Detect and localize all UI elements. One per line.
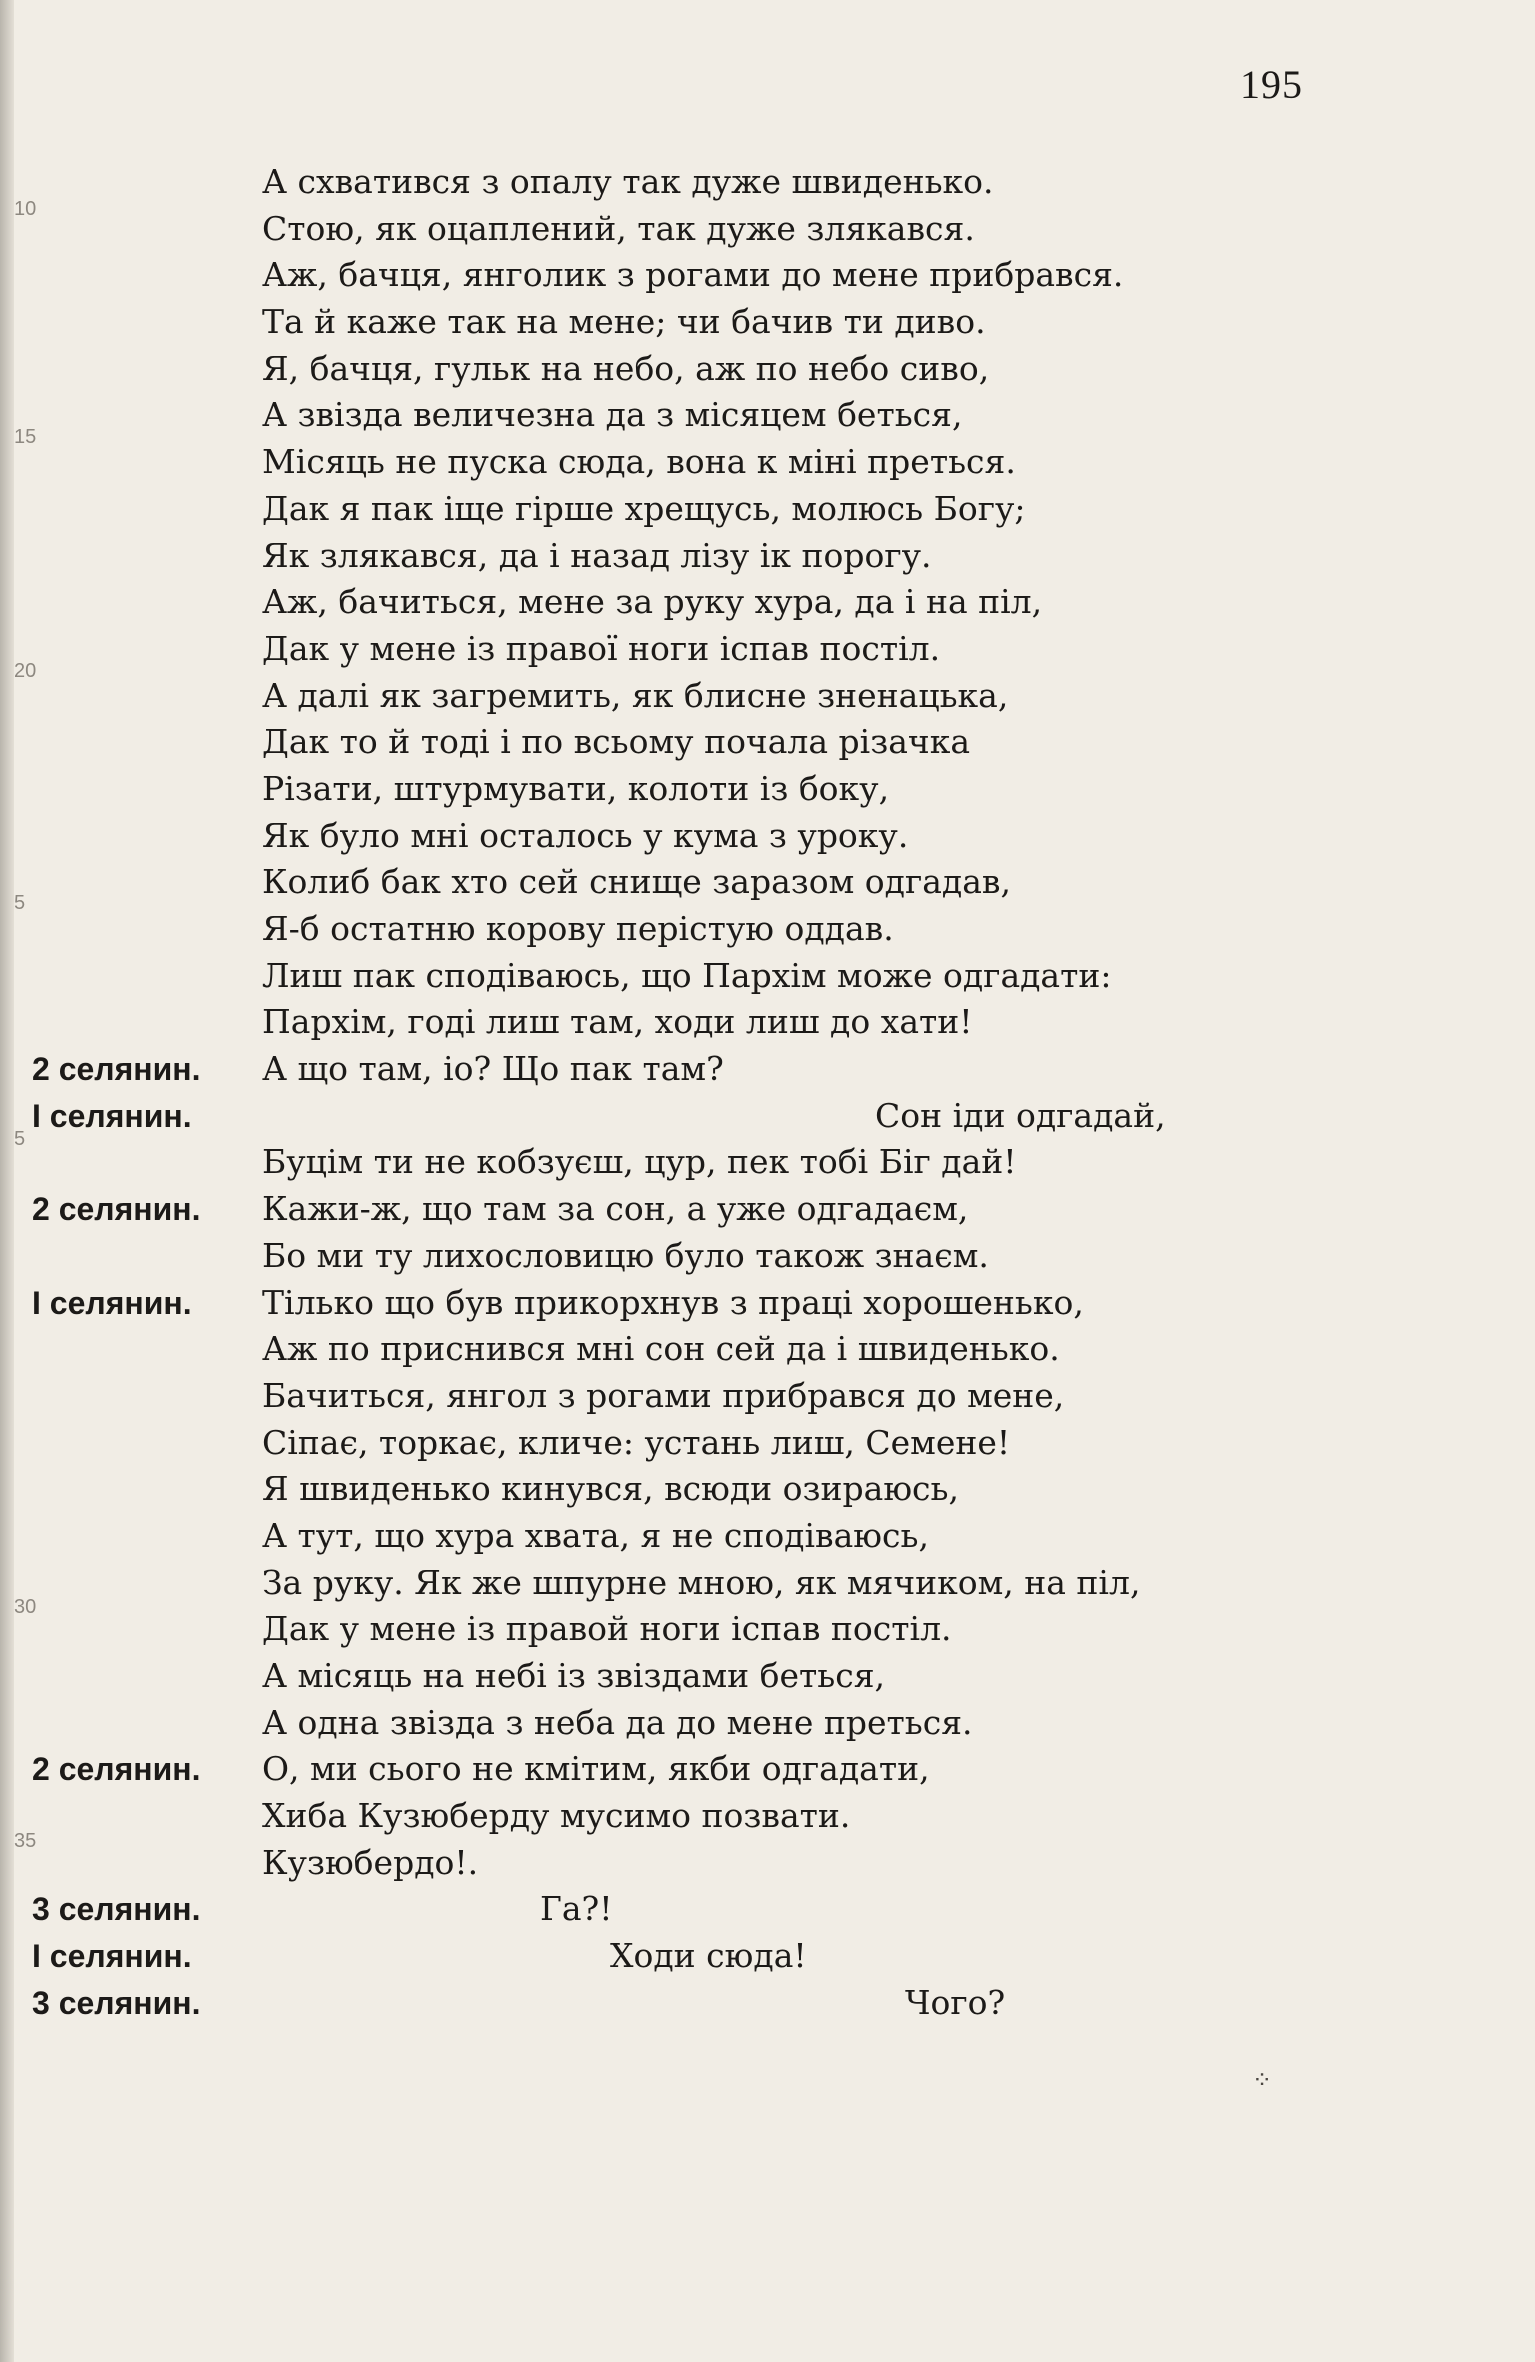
verse-text: Місяць не пуска сюда, вона к міні преться. xyxy=(262,442,1016,482)
verse-text: Як було мні осталось у кума з уроку. xyxy=(262,815,909,855)
margin-number: 30 xyxy=(14,1596,37,1618)
dialogue-line xyxy=(0,627,1335,674)
dialogue-line xyxy=(0,1000,1335,1047)
verse-text: Колиб бак хто сей снище заразом одгадав, xyxy=(262,862,1011,902)
verse-text: А далі як загремить, як блисне зненацька, xyxy=(262,675,1009,715)
dialogue-line xyxy=(0,1281,1335,1328)
speaker-label: I селянин. xyxy=(32,1284,192,1321)
margin-number: 5 xyxy=(14,892,26,914)
dialogue-line xyxy=(0,487,1335,534)
margin-number: 20 xyxy=(14,660,37,682)
dialogue-line xyxy=(0,1981,1335,2028)
verse-text: Буцім ти не кобзуєш, цур, пек тобі Біг дай! xyxy=(262,1142,1017,1182)
verse-text: Як злякався, да і назад лізу ік порогу. xyxy=(262,535,932,575)
dialogue-line xyxy=(0,674,1335,721)
dialogue-line xyxy=(0,253,1335,300)
dialogue-line xyxy=(0,1747,1335,1794)
verse-text: Чого? xyxy=(905,1982,1006,2022)
speaker-label: 2 селянин. xyxy=(32,1751,201,1788)
verse-text: А одна звізда з неба да до мене преться. xyxy=(262,1702,973,1742)
dialogue-line xyxy=(0,1514,1335,1561)
verse-text: Лиш пак сподіваюсь, що Пархім може одгадати: xyxy=(262,955,1112,995)
verse-text: Хиба Кузюберду мусимо позвати. xyxy=(262,1796,851,1836)
speaker-label: 2 селянин. xyxy=(32,1191,201,1228)
dialogue-line xyxy=(0,1887,1335,1934)
dialogue-line xyxy=(0,1327,1335,1374)
speaker-label: I селянин. xyxy=(32,1097,192,1134)
verse-text: А що там, іо? Що пак там? xyxy=(262,1049,724,1089)
verse-text: Дак у мене із правої ноги іспав постіл. xyxy=(262,628,941,668)
speaker-label: 3 селянин. xyxy=(32,1984,201,2021)
verse-text: Я, бачця, гульк на небо, аж по небо сиво, xyxy=(262,348,990,388)
margin-number: 15 xyxy=(14,426,37,448)
dialogue-line xyxy=(0,1701,1335,1748)
dialogue-line xyxy=(0,1187,1335,1234)
dialogue-line xyxy=(0,534,1335,581)
verse-text: А місяць на небі із звіздами беться, xyxy=(262,1656,886,1695)
page-number: 195 xyxy=(1240,62,1303,107)
verse-text: Я-б остатню корову перістую оддав. xyxy=(262,909,894,948)
dialogue-line xyxy=(0,1047,1335,1094)
verse-text: Сіпає, торкає, кличе: устань лиш, Семене! xyxy=(262,1422,1011,1462)
dialogue-line xyxy=(0,720,1335,767)
verse-text: Тілько що був прикорхнув з праці хорошенько, xyxy=(262,1282,1084,1322)
dialogue-line xyxy=(0,300,1335,347)
dialogue-line xyxy=(0,1654,1335,1701)
dialogue-line xyxy=(0,1374,1335,1421)
dialogue-line xyxy=(0,1841,1335,1888)
speaker-label: I селянин. xyxy=(32,1938,192,1975)
verse-text: За руку. Як же шпурне мною, як мячиком, на піл, xyxy=(262,1562,1141,1602)
verse-text: О, ми сього не кмітим, якби одгадати, xyxy=(262,1749,930,1789)
dialogue-line xyxy=(0,1094,1335,1141)
verse-text: Га?! xyxy=(540,1889,613,1929)
verse-text: Кузюбердо!. xyxy=(262,1842,479,1882)
verse-text: Дак я пак іще гірше хрещусь, молюсь Богу; xyxy=(262,488,1026,528)
dialogue-line xyxy=(0,954,1335,1001)
speaker-label: 2 селянин. xyxy=(32,1051,201,1088)
verse-text: Дак у мене із правой ноги іспав постіл. xyxy=(262,1609,952,1649)
dialogue-line xyxy=(0,580,1335,627)
dialogue-line xyxy=(0,1561,1335,1608)
dialogue-line xyxy=(0,393,1335,440)
dialogue-line xyxy=(0,814,1335,861)
verse-text: Бачиться, янгол з рогами прибрався до мене, xyxy=(262,1375,1065,1415)
verse-text: А звізда величезна да з місяцем беться, xyxy=(262,395,963,435)
dialogue-line xyxy=(0,907,1335,954)
speaker-label: 3 селянин. xyxy=(32,1891,201,1928)
dialogue-line xyxy=(0,1794,1335,1841)
verse-text: Аж по приснився мні сон сей да і швиденько. xyxy=(262,1329,1060,1369)
dialogue-line xyxy=(0,440,1335,487)
verse-text: Пархім, годі лиш там, ходи лиш до хати! xyxy=(262,1002,973,1042)
ink-speck: ⁘ xyxy=(1252,2066,1273,2094)
dialogue-line xyxy=(0,1140,1335,1187)
dialogue-line xyxy=(0,160,1335,207)
verse-text: Стою, як оцаплений, так дуже злякався. xyxy=(262,208,975,248)
verse-text: Сон іди одгадай, xyxy=(875,1095,1166,1135)
verse-text: А тут, що хура хвата, я не сподіваюсь, xyxy=(262,1515,929,1555)
verse-text: Бо ми ту лихословицю було також знаєм. xyxy=(262,1235,989,1275)
verse-text: Та й каже так на мене; чи бачив ти диво. xyxy=(262,302,986,342)
margin-number: 5 xyxy=(14,1128,26,1150)
verse-text: Аж, бачиться, мене за руку хура, да і на піл, xyxy=(262,582,1043,622)
dialogue-line xyxy=(0,1234,1335,1281)
verse-text: Ходи сюда! xyxy=(610,1936,807,1976)
dialogue-line xyxy=(0,347,1335,394)
margin-number: 35 xyxy=(14,1830,37,1852)
dialogue-line xyxy=(0,1934,1335,1981)
verse-text: Я швиденько кинувся, всюди озираюсь, xyxy=(262,1469,959,1509)
dialogue-line xyxy=(0,1467,1335,1514)
verse-text: Аж, бачця, янголик з рогами до мене прибрався. xyxy=(262,255,1124,295)
dialogue-line xyxy=(0,1421,1335,1468)
verse-text: Кажи-ж, що там за сон, а уже одгадаєм, xyxy=(262,1189,969,1229)
dialogue-line xyxy=(0,860,1335,907)
dialogue-line xyxy=(0,767,1335,814)
margin-number: 10 xyxy=(14,198,37,220)
verse-text: А схватився з опалу так дуже швиденько. xyxy=(262,162,994,201)
dialogue-text-block xyxy=(0,160,1335,2028)
verse-text: Дак то й тоді і по всьому почала різачка xyxy=(262,722,971,762)
dialogue-line xyxy=(0,1607,1335,1654)
dialogue-line xyxy=(0,207,1335,254)
verse-text: Різати, штурмувати, колоти із боку, xyxy=(262,768,890,808)
